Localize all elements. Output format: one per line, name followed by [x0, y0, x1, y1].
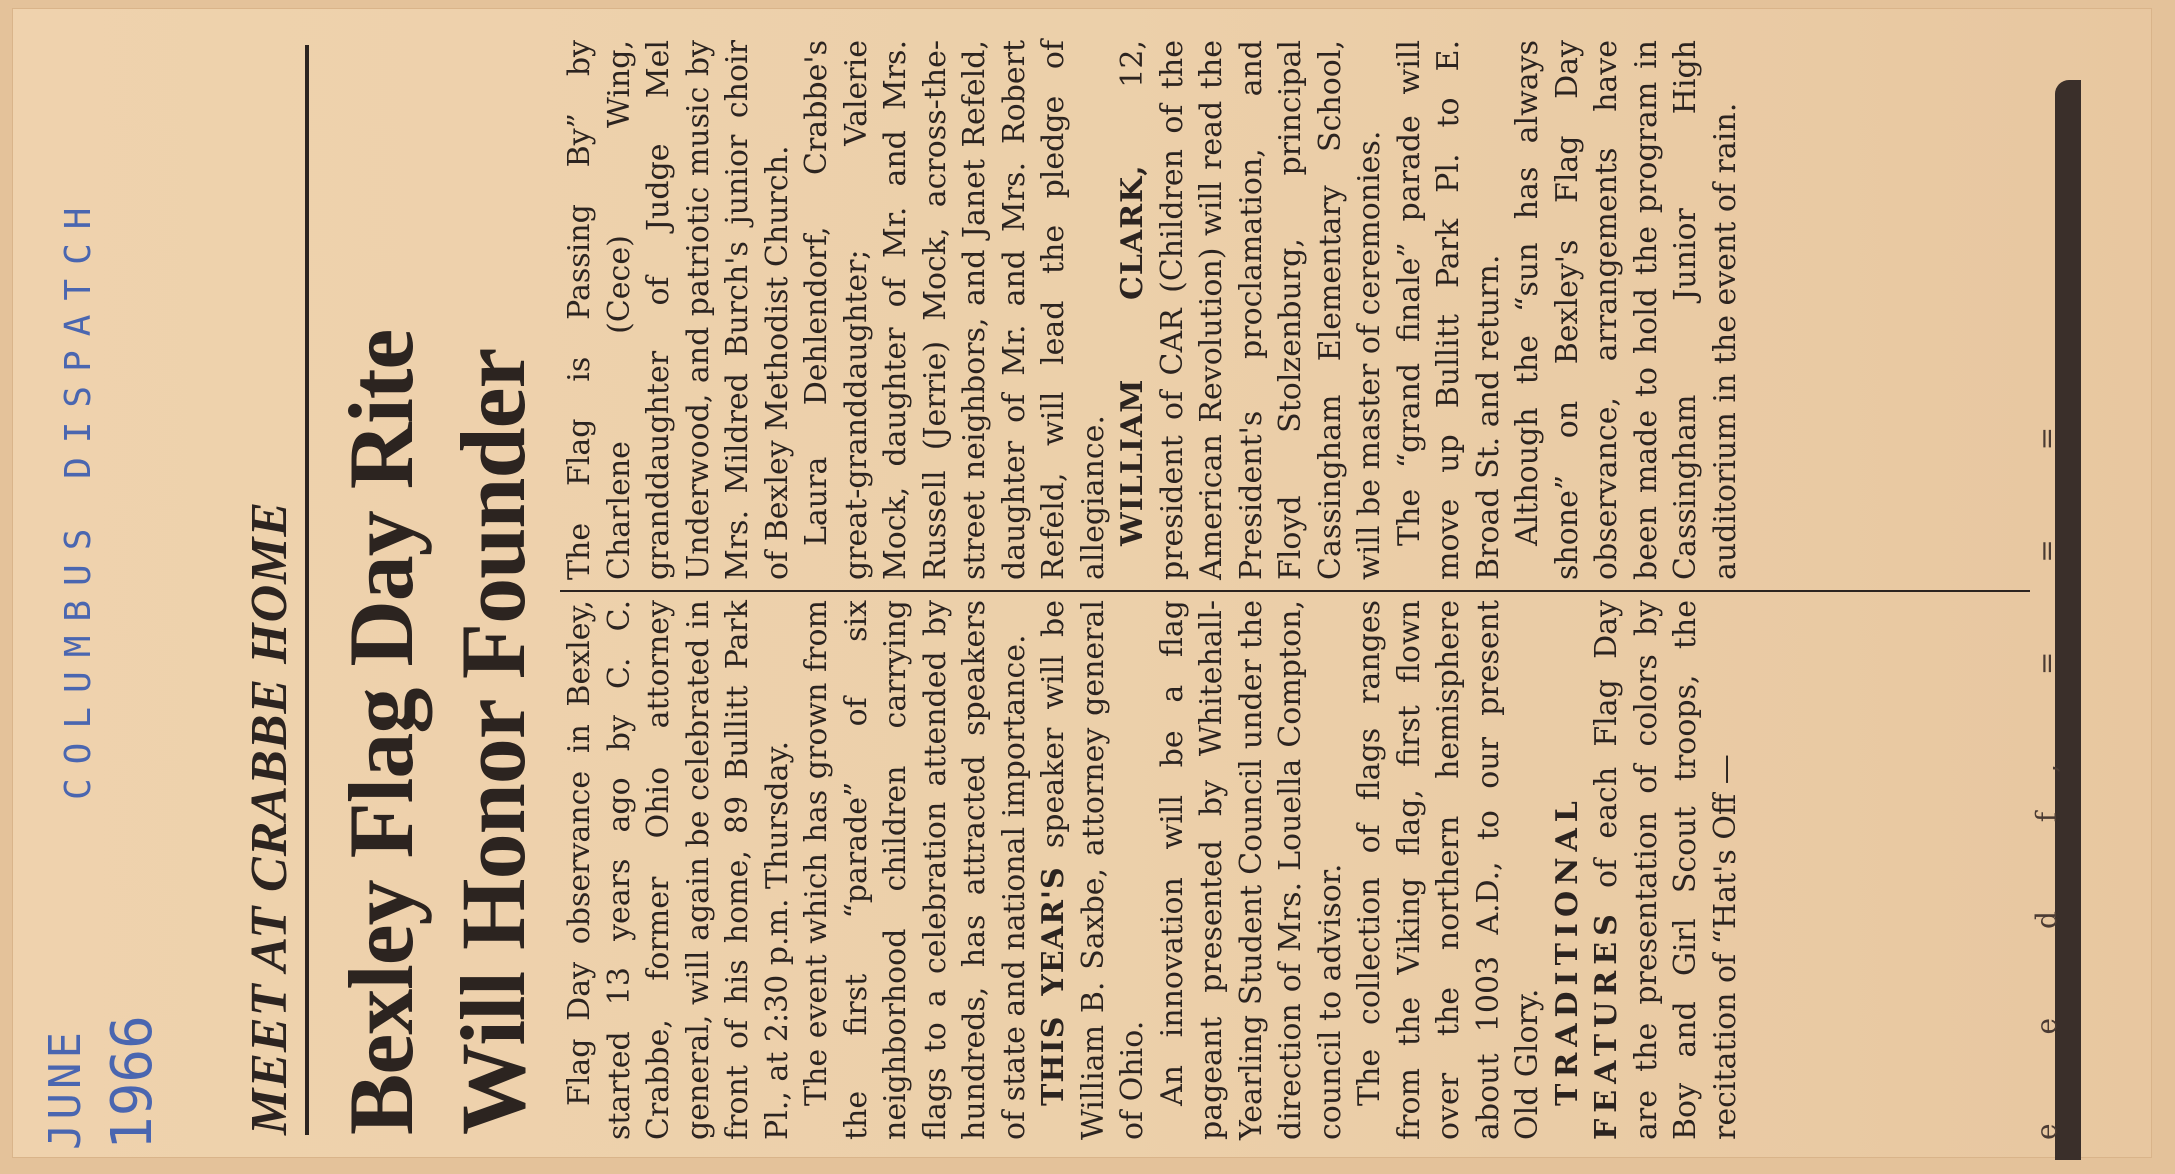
- paragraph: [1548, 600, 1746, 1140]
- headline-line-2: Will Honor Founder: [442, 348, 544, 1135]
- handwritten-month-note: JUNE: [40, 1028, 91, 1150]
- handwritten-year-note: 1966: [100, 1015, 165, 1150]
- paragraph-lead: TRADITIONAL FEATURES: [1549, 795, 1624, 1140]
- paragraph-text: speaker will be William B. Saxbe, attorney general of Ohio.: [1036, 600, 1150, 1140]
- paragraph: An innovation will be a flag pageant presented by Whitehall-Yearling Student Council under the direction of Mrs. Louella Compton, council to advisor.: [1154, 600, 1348, 1140]
- paragraph-lead: WILLIAM CLARK,: [1115, 164, 1150, 546]
- paragraph: The event which has grown from the first “parade” of six neighborhood children carrying flags to a celebration attended by hundreds, has attracted speakers of state and national importance.: [799, 600, 1032, 1140]
- paragraph: The collection of flags ranges from the Viking flag, first flown over the northern hemisphere about 1003 A.D., to our present Old Glory.: [1352, 600, 1545, 1140]
- article-column-1: [560, 600, 1745, 1140]
- paragraph: [1034, 600, 1153, 1140]
- paragraph-lead: THIS YEAR'S: [1036, 866, 1071, 1106]
- handwritten-source-note: COLUMBUS DISPATCH: [58, 193, 99, 800]
- article-headline: [325, 35, 549, 1135]
- column-rule: [560, 590, 2030, 592]
- adjacent-column-remnant: e e d f, = = =: [2030, 386, 2063, 1140]
- paragraph-text: 12, president of CAR (Children of the American Revolution) will read the President's proclamation, and Floyd Stolzenburg, principal Cassingham Elementary School, will be master of ceremonies.: [1115, 39, 1387, 580]
- paragraph-text: of each Flag Day are the presentation of colors by Boy and Girl Scout troops, the recitation of “Hat's Off —: [1589, 600, 1743, 1140]
- paragraph: Although the “sun has always shone” on Bexley's Flag Day observance, arrangements have been made to hold the program in Cassingham Junior High auditorium in the event of rain.: [1510, 40, 1743, 580]
- paragraph: The “grand finale” parade will move up Bullitt Park Pl. to E. Broad St. and return.: [1391, 40, 1506, 580]
- headline-line-1: Bexley Flag Day Rite: [330, 329, 432, 1135]
- paragraph: Laura Dehlendorf, Crabbe's great-granddaughter; Valerie Mock, daughter of Mr. and Mrs. Russell (Jerrie) Mock, across-the-street neighbors, and Janet Refeld, daughter of Mr. and Mrs. Robert Refeld, will lead the pledge of allegiance.: [799, 40, 1111, 580]
- article: [230, 10, 2063, 1140]
- paragraph: [1113, 40, 1390, 580]
- article-kicker: MEET AT CRABBE HOME: [240, 45, 309, 1135]
- paragraph: Flag Day observance in Bexley, started 13 years ago by C. C. Crabbe, former Ohio attorney general, will again be celebrated in front of his home, 89 Bullitt Park Pl., at 2:30 p.m. Thursday.: [562, 600, 795, 1140]
- paragraph: The Flag is Passing By” by Charlene (Cece) Wing, granddaughter of Judge Mel Underwood, and patriotic music by Mrs. Mildred Burch's junior choir of Bexley Methodist Church.: [562, 40, 795, 580]
- article-column-2: [560, 40, 1745, 580]
